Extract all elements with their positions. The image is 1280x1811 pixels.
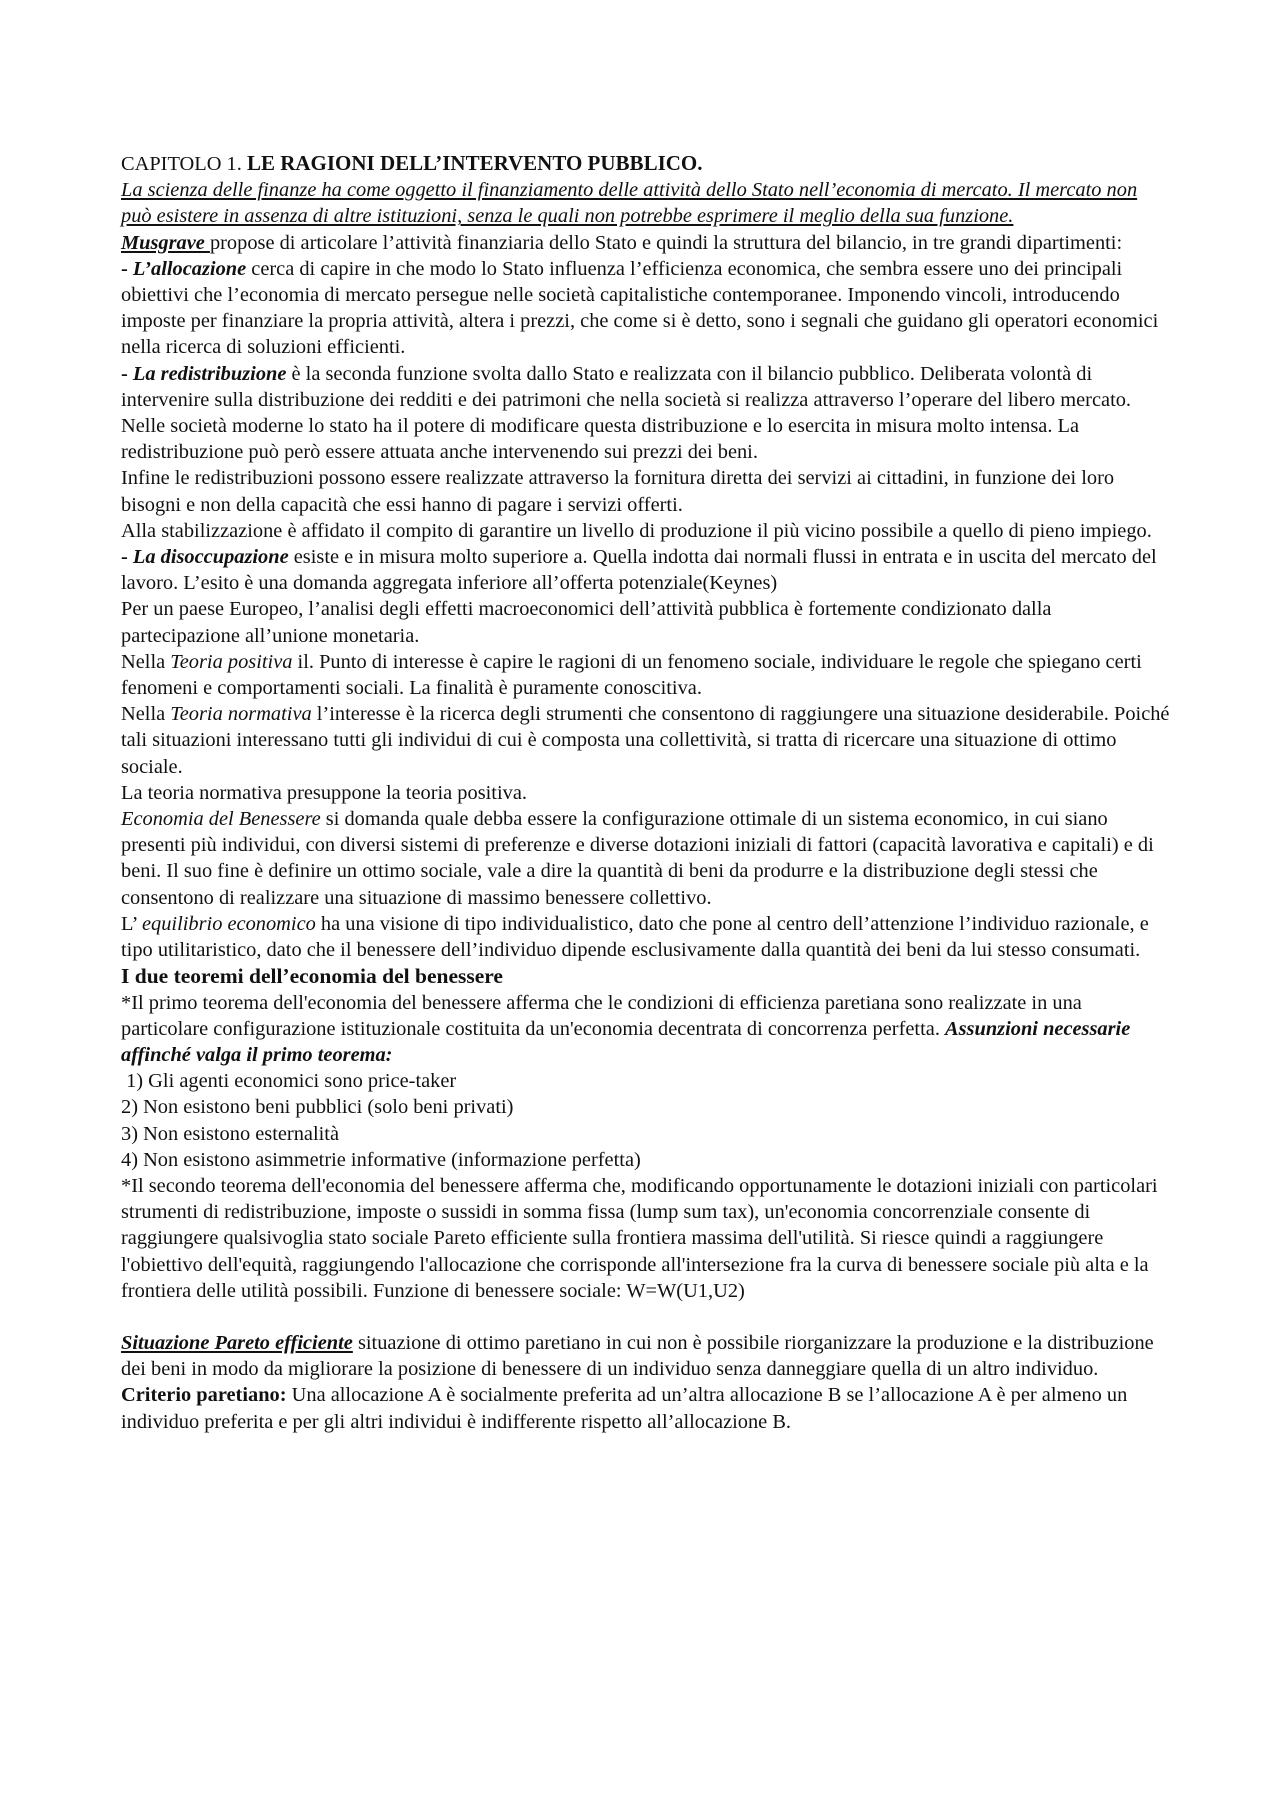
criterio-text: Una allocazione A è socialmente preferita ad un’altra allocazione B se l’allocazione A è per almeno un individuo preferita e per gli altri individui è indifferente rispetto all’allocazione B. — [121, 1384, 1128, 1433]
teoria-normativa-paragraph — [121, 701, 1171, 780]
teoria-positiva-term: Teoria positiva — [170, 650, 293, 673]
intro-paragraph: La scienza delle finanze ha come oggetto il finanziamento delle attività dello Stato nell’economia di mercato. Il mercato non può esistere in assenza di altre istituzioni, senza le quali non potrebbe esprimere il meglio della sua funzione. — [121, 179, 1138, 228]
musgrave-text: propose di articolare l’attività finanziaria dello Stato e quindi la struttura del bilancio, in tre grandi dipartimenti: — [209, 231, 1123, 254]
criterio-term: Criterio paretiano: — [121, 1384, 287, 1407]
primo-teorema-paragraph — [121, 990, 1171, 1069]
redistribuzione-dash: - — [121, 362, 133, 385]
teoria-normativa-term: Teoria normativa — [170, 703, 312, 726]
disoccupazione-term: La disoccupazione — [132, 546, 289, 569]
chapter-title — [121, 150, 1171, 177]
list-item: 4) Non esistono asimmetrie informative (informazione perfetta) — [121, 1148, 641, 1171]
teoria-positiva-paragraph — [121, 649, 1171, 701]
benessere-term: Economia del Benessere — [121, 808, 321, 831]
musgrave-term: Musgrave — [121, 231, 210, 254]
disoccupazione-text: esiste e in misura molto superiore a. Quella indotta dai normali flussi in entrata e in uscita del mercato del lavoro. L’esito è una domanda aggregata inferiore all’offerta potenziale(Keynes) — [121, 546, 1157, 595]
allocazione-term: L’allocazione — [132, 257, 247, 280]
equilibrio-pre: L’ — [121, 912, 142, 935]
criterio-paragraph — [121, 1382, 1171, 1434]
blank-line — [121, 1304, 1171, 1330]
teoria-positiva-text: il. Punto di interesse è capire le ragioni di un fenomeno sociale, individuare le regole che spiegano certi fenomeni e comportamenti sociali. La finalità è puramente conoscitiva. — [121, 650, 1142, 700]
allocazione-dash: - — [121, 257, 133, 280]
equilibrio-term: equilibrio economico — [141, 912, 316, 935]
list-item: 3) Non esistono esternalità — [121, 1122, 340, 1145]
europeo-paragraph: Per un paese Europeo, l’analisi degli effetti macroeconomici dell’attività pubblica è fortemente condizionato dalla partecipazione all’unione monetaria. — [121, 598, 1052, 647]
list-item: 1) Gli agenti economici sono price-taker — [121, 1070, 457, 1093]
benessere-paragraph — [121, 806, 1171, 911]
disoccupazione-paragraph — [121, 544, 1171, 596]
chapter-number: CAPITOLO 1. — [121, 153, 247, 175]
infine-paragraph: Infine le redistribuzioni possono essere realizzate attraverso la fornitura diretta dei servizi ai cittadini, in funzione dei loro bisogni e non della capacità che essi hanno di pagare i servizi offerti. — [121, 467, 1115, 516]
document-page — [121, 150, 1171, 1435]
equilibrio-paragraph — [121, 911, 1171, 963]
redistribuzione-term: La redistribuzione — [132, 362, 287, 385]
teoria-normativa-pre: Nella — [121, 703, 171, 726]
allocazione-text: cerca di capire in che modo lo Stato influenza l’efficienza economica, che sembra essere uno dei principali obiettivi che l’economia di mercato persegue nelle società capitalistiche contemporanee. Imponendo vincoli, introducendo imposte per finanziare la propria attività, altera i prezzi, che come si è detto, sono i segnali che guidano gli operatori economici nella ricerca di soluzioni efficienti. — [121, 257, 1159, 359]
pareto-paragraph — [121, 1330, 1171, 1382]
chapter-title-text: LE RAGIONI DELL’INTERVENTO PUBBLICO. — [246, 151, 703, 175]
section-heading-teoremi: I due teoremi dell’economia del benessere — [121, 964, 503, 989]
benessere-text: si domanda quale debba essere la configurazione ottimale di un sistema economico, in cui siano presenti più individui, con diversi sistemi di preferenze e diverse dotazioni iniziali di fattori (capacità lavorativa e capitali) e di beni. Il suo fine è definire un ottimo sociale, vale a dire la quantità di beni da produrre e la distribuzione degli stessi che consentono di realizzare una situazione di massimo benessere collettivo. — [121, 808, 1154, 909]
presuppone-paragraph: La teoria normativa presuppone la teoria positiva. — [121, 781, 527, 804]
equilibrio-text: ha una visione di tipo individualistico, dato che pone al centro dell’attenzione l’individuo razionale, e tipo utilitaristico, dato che il benessere dell’individuo dipende esclusivamente dalla quantità dei beni da lui stesso consumati. — [121, 912, 1149, 962]
musgrave-paragraph — [121, 230, 1171, 256]
list-item: 2) Non esistono beni pubblici (solo beni privati) — [121, 1096, 514, 1119]
redistribuzione-paragraph — [121, 361, 1171, 466]
teoria-positiva-pre: Nella — [121, 650, 171, 673]
assunzioni-heading: Assunzioni necessarie affinché valga il primo teorema: — [121, 1017, 1131, 1066]
pareto-text: situazione di ottimo paretiano in cui non è possibile riorganizzare la produzione e la distribuzione dei beni in modo da migliorare la posizione di benessere di un individuo senza danneggiare quella di un altro individuo. — [121, 1331, 1154, 1381]
teoria-normativa-text: l’interesse è la ricerca degli strumenti che consentono di raggiungere una situazione desiderabile. Poiché tali situazioni interessano tutti gli individui di cui è composta una collettività, si tratta di ricercare una situazione di ottimo sociale. — [121, 703, 1170, 778]
allocazione-paragraph — [121, 256, 1171, 361]
primo-teorema-text: *Il primo teorema dell'economia del benessere afferma che le condizioni di efficienza paretiana sono realizzate in una particolare configurazione istituzionale costituita da un'economia decentrata di concorrenza perfetta. — [121, 991, 1082, 1040]
disoccupazione-dash: - — [121, 546, 133, 569]
stabilizzazione-paragraph: Alla stabilizzazione è affidato il compito di garantire un livello di produzione il più vicino possibile a quello di pieno impiego. — [121, 519, 1152, 542]
pareto-term: Situazione Pareto efficiente — [121, 1331, 353, 1354]
secondo-teorema-paragraph: *Il secondo teorema dell'economia del benessere afferma che, modificando opportunamente le dotazioni iniziali con particolari strumenti di redistribuzione, imposte o sussidi in somma fissa (lump sum tax), un'economia concorrenziale consente di raggiungere qualsivoglia stato sociale Pareto efficiente sulla frontiera massima dell'utilità. Si riesce quindi a raggiungere l'obiettivo dell'equità, raggiungendo l'allocazione che corrisponde all'intersezione fra la curva di benessere sociale più alta e la frontiera delle utilità possibili. Funzione di benessere sociale: W=W(U1,U2) — [121, 1174, 1158, 1302]
redistribuzione-text: è la seconda funzione svolta dallo Stato e realizzata con il bilancio pubblico. Deliberata volontà di intervenire sulla distribuzione dei redditi e dei patrimoni che nella società si realizza attraverso l’operare del libero mercato. Nelle società moderne lo stato ha il potere di modificare questa distribuzione e lo esercita in misura molto intensa. La redistribuzione può però essere attuata anche intervenendo sui prezzi dei beni. — [121, 362, 1132, 464]
